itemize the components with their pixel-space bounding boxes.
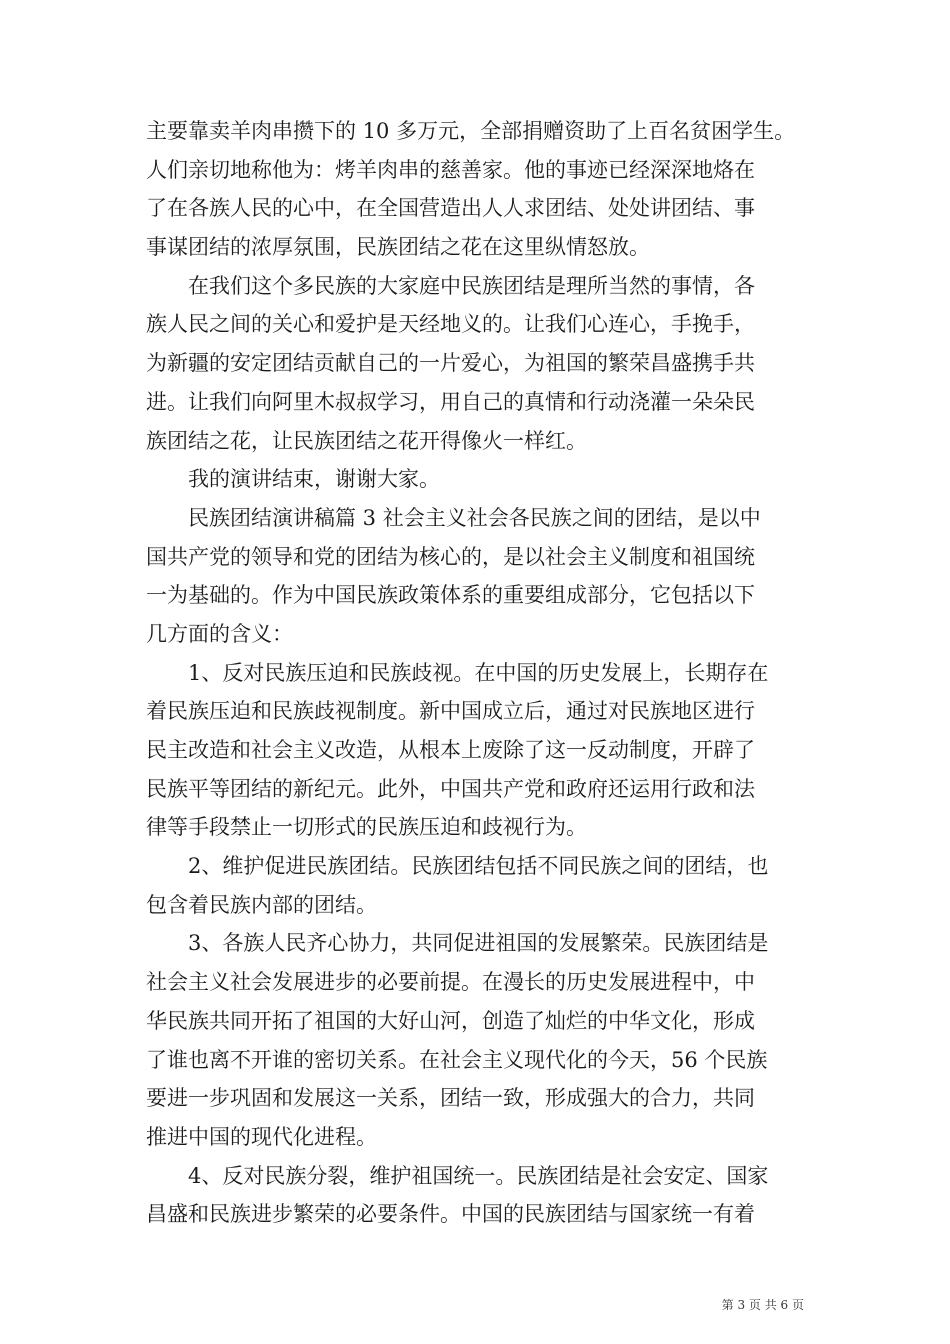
paragraph bbox=[146, 654, 810, 847]
text-line: 推进中国的现代化进程。 bbox=[146, 1124, 377, 1149]
text-line: 了在各族人民的心中，在全国营造出人人求团结、处处讲团结、事 bbox=[146, 196, 755, 221]
text-line: 华民族共同开拓了祖国的大好山河，创造了灿烂的中华文化，形成 bbox=[146, 1008, 755, 1033]
text-line: 着民族压迫和民族歧视制度。新中国成立后，通过对民族地区进行 bbox=[146, 699, 755, 724]
document-body bbox=[146, 112, 810, 1234]
text-line: 几方面的含义： bbox=[146, 621, 293, 646]
text-line: 民族团结演讲稿篇 3 社会主义社会各民族之间的团结，是以中 bbox=[188, 505, 761, 530]
text-line: 族人民之间的关心和爱护是天经地义的。让我们心连心，手挽手， bbox=[146, 312, 755, 337]
page-number: 第 3 页 共 6 页 bbox=[721, 1298, 804, 1312]
text-line: 为新疆的安定团结贡献自己的一片爱心，为祖国的繁荣昌盛携手共 bbox=[146, 351, 755, 376]
text-line: 要进一步巩固和发展这一关系，团结一致，形成强大的合力，共同 bbox=[146, 1086, 755, 1111]
text-line: 在我们这个多民族的大家庭中民族团结是理所当然的事情，各 bbox=[188, 273, 755, 298]
paragraph bbox=[146, 1157, 810, 1234]
paragraph bbox=[146, 924, 810, 1156]
paragraph bbox=[146, 267, 810, 460]
paragraph bbox=[146, 112, 810, 267]
text-line: 主要靠卖羊肉串攒下的 10 多万元，全部捐赠资助了上百名贫困学生。 bbox=[146, 119, 796, 143]
text-line: 一为基础的。作为中国民族政策体系的重要组成部分，它包括以下 bbox=[146, 583, 755, 608]
text-line: 事谋团结的浓厚氛围，民族团结之花在这里纵情怒放。 bbox=[146, 235, 650, 260]
text-line: 了谁也离不开谁的密切关系。在社会主义现代化的今天，56 个民族 bbox=[146, 1047, 768, 1072]
text-line: 族团结之花，让民族团结之花开得像火一样红。 bbox=[146, 428, 587, 453]
text-line: 1、反对民族压迫和民族歧视。在中国的历史发展上，长期存在 bbox=[188, 660, 769, 685]
text-line: 社会主义社会发展进步的必要前提。在漫长的历史发展进程中，中 bbox=[146, 970, 755, 995]
text-line: 律等手段禁止一切形式的民族压迫和歧视行为。 bbox=[146, 815, 587, 840]
text-line: 3、各族人民齐心协力，共同促进祖国的发展繁荣。民族团结是 bbox=[188, 931, 769, 956]
text-line: 我的演讲结束，谢谢大家。 bbox=[188, 467, 440, 492]
text-line: 民族平等团结的新纪元。此外，中国共产党和政府还运用行政和法 bbox=[146, 776, 755, 801]
text-line: 2、维护促进民族团结。民族团结包括不同民族之间的团结，也 bbox=[188, 854, 769, 879]
text-line: 国共产党的领导和党的团结为核心的，是以社会主义制度和祖国统 bbox=[146, 544, 755, 569]
paragraph bbox=[146, 499, 810, 654]
text-line: 民主改造和社会主义改造，从根本上废除了这一反动制度，开辟了 bbox=[146, 738, 755, 762]
paragraph bbox=[146, 460, 810, 499]
paragraph bbox=[146, 847, 810, 924]
text-line: 人们亲切地称他为：烤羊肉串的慈善家。他的事迹已经深深地烙在 bbox=[146, 157, 755, 182]
text-line: 昌盛和民族进步繁荣的必要条件。中国的民族团结与国家统一有着 bbox=[146, 1202, 755, 1227]
text-line: 进。让我们向阿里木叔叔学习，用自己的真情和行动浇灌一朵朵民 bbox=[146, 389, 755, 414]
text-line: 包含着民族内部的团结。 bbox=[146, 892, 377, 917]
text-line: 4、反对民族分裂，维护祖国统一。民族团结是社会安定、国家 bbox=[188, 1163, 769, 1188]
